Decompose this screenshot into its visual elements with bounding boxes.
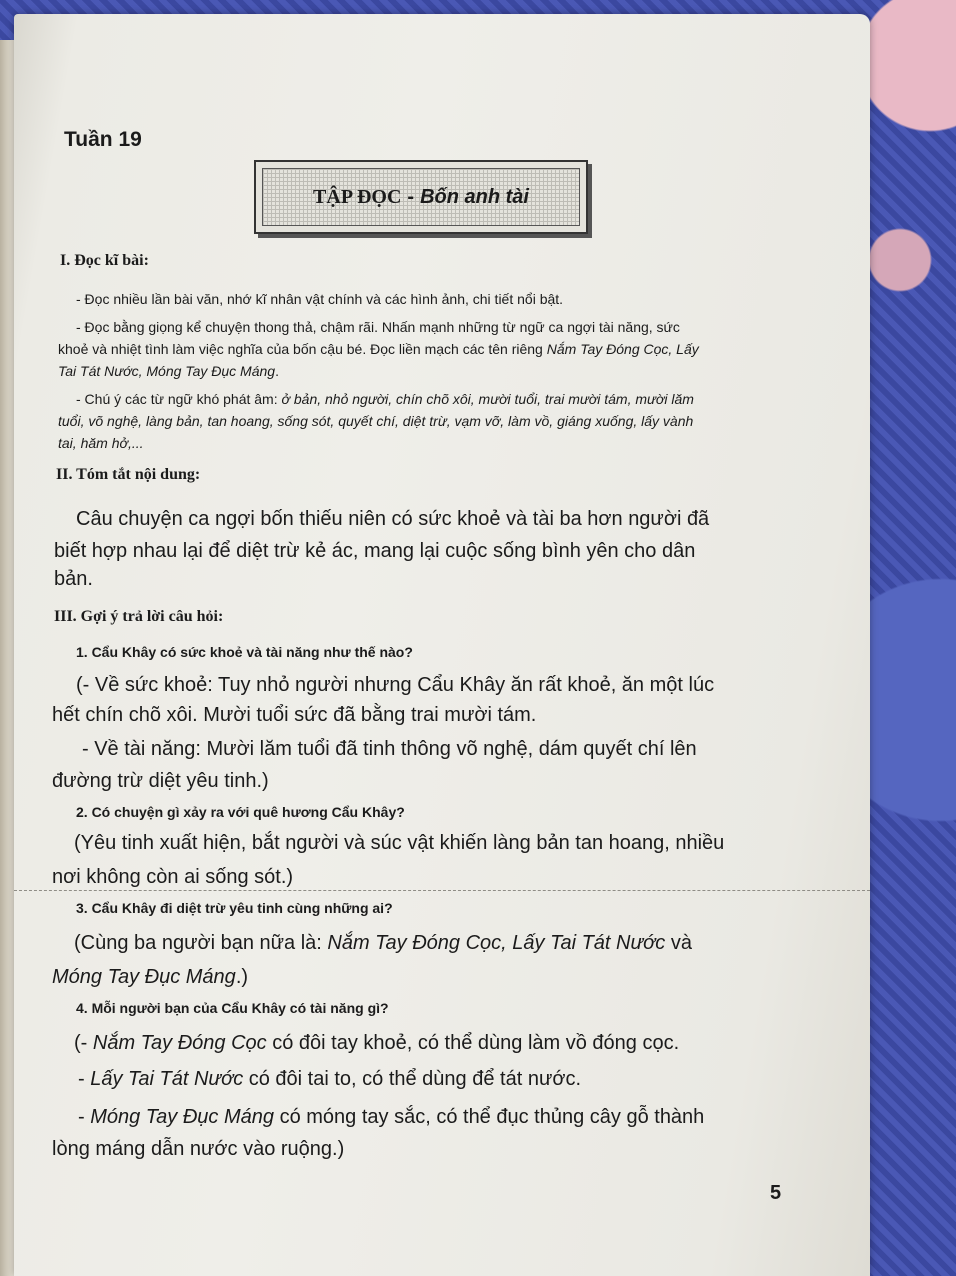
- s1-paragraph-3-line-1: [76, 388, 694, 410]
- friend-name: Móng Tay Đục Máng: [90, 1106, 275, 1128]
- s1-paragraph-2-line-3: [58, 360, 279, 382]
- s1-paragraph-2-line-2: [58, 338, 699, 360]
- text: -: [78, 1068, 91, 1090]
- difficult-words: tuổi, võ nghệ, làng bản, tan hoang, sống sót, quyết chí, diệt trừ, vạm vỡ, làm vồ, giáng xuống, lấy vành: [58, 413, 694, 429]
- answer-2-line-1: (Yêu tinh xuất hiện, bắt người và súc vật khiến làng bản tan hoang, nhiều: [74, 832, 725, 854]
- s1-paragraph-1: - Đọc nhiều lần bài văn, nhớ kĩ nhân vật chính và các hình ảnh, chi tiết nổi bật.: [76, 291, 564, 307]
- lesson-title: [262, 168, 580, 226]
- friend-name: Nắm Tay Đóng Cọc: [92, 1032, 267, 1054]
- s1-paragraph-3-line-2: [58, 410, 693, 432]
- friend-name: Móng Tay Đục Máng: [52, 966, 236, 988]
- text: khoẻ và nhiệt tình làm việc nghĩa của bốn cậu bé. Đọc liền mạch các tên riêng: [58, 341, 547, 357]
- title-separator: -: [407, 185, 415, 208]
- summary-line-2: biết hợp nhau lại để diệt trừ kẻ ác, mang lại cuộc sống bình yên cho dân: [54, 540, 696, 562]
- proper-names: Nắm Tay Đóng Cọc, Lấy: [546, 341, 699, 357]
- text: (-: [74, 1032, 93, 1054]
- page-number: 5: [770, 1182, 782, 1204]
- question-1: 1. Cẩu Khây có sức khoẻ và tài năng như thế nào?: [76, 644, 413, 660]
- text: .: [275, 363, 279, 379]
- difficult-words: ở bản, nhỏ người, chín chõ xôi, mười tuổi, trai mười tám, mười lăm: [281, 391, 694, 407]
- lesson-title-box: [254, 160, 588, 234]
- difficult-words: tai, hăm hở,...: [58, 435, 144, 451]
- answer-1-line-4: đường trừ diệt yêu tinh.): [52, 770, 269, 792]
- question-2: 2. Có chuyện gì xảy ra với quê hương Cẩu Khây?: [76, 804, 405, 820]
- proper-names: Tai Tát Nước, Móng Tay Đục Máng: [58, 363, 276, 379]
- answer-4-line-1: [74, 1028, 679, 1058]
- answer-4-line-4: lòng máng dẫn nước vào ruộng.): [52, 1138, 345, 1160]
- answer-4-line-3: [78, 1102, 704, 1132]
- text: .): [235, 966, 249, 988]
- summary-line-3: bản.: [54, 568, 93, 590]
- text: - Chú ý các từ ngữ khó phát âm:: [76, 391, 282, 407]
- page-fold-line: [14, 890, 870, 892]
- answer-4-line-2: [78, 1064, 581, 1094]
- text: có móng tay sắc, có thể đục thủng cây gỗ thành: [274, 1106, 705, 1128]
- s1-paragraph-3-line-3: [58, 432, 144, 454]
- friend-name: Lấy Tai Tát Nước: [90, 1068, 244, 1090]
- answer-1-line-3: - Về tài năng: Mười lăm tuổi đã tinh thông võ nghệ, dám quyết chí lên: [82, 738, 697, 760]
- answer-1-line-2: hết chín chõ xôi. Mười tuổi sức đã bằng trai mười tám.: [52, 704, 537, 726]
- text: có đôi tai to, có thể dùng để tát nước.: [243, 1068, 582, 1090]
- text: -: [78, 1106, 91, 1128]
- summary-line-1: Câu chuyện ca ngợi bốn thiếu niên có sức khoẻ và tài ba hơn người đã: [76, 508, 710, 530]
- section-2-heading: II. Tóm tắt nội dung:: [56, 466, 201, 483]
- answer-3-line-2: [52, 962, 248, 992]
- book-page: [14, 14, 870, 1276]
- section-3-heading: III. Gợi ý trả lời câu hỏi:: [54, 608, 224, 625]
- answer-3-line-1: [74, 928, 692, 958]
- text: (Cùng ba người bạn nữa là:: [74, 932, 328, 954]
- text: có đôi tay khoẻ, có thể dùng làm vồ đóng cọc.: [266, 1032, 680, 1054]
- lesson-type: TẬP ĐỌC: [313, 185, 402, 208]
- answer-1-line-1: (- Về sức khoẻ: Tuy nhỏ người nhưng Cẩu Khây ăn rất khoẻ, ăn một lúc: [76, 674, 715, 696]
- week-label: Tuần 19: [64, 128, 142, 151]
- answer-2-line-2: nơi không còn ai sống sót.): [52, 866, 294, 888]
- question-3: 3. Cẩu Khây đi diệt trừ yêu tinh cùng những ai?: [76, 900, 393, 916]
- section-1-heading: I. Đọc kĩ bài:: [60, 252, 149, 269]
- lesson-name: Bốn anh tài: [420, 185, 529, 208]
- s1-paragraph-2-line-1: - Đọc bằng giọng kể chuyện thong thả, chậm rãi. Nhấn mạnh những từ ngữ ca ngợi tài năng, sức: [76, 319, 680, 335]
- friends-names: Nắm Tay Đóng Cọc, Lấy Tai Tát Nước: [327, 932, 666, 954]
- question-4: 4. Mỗi người bạn của Cẩu Khây có tài năng gì?: [76, 1000, 389, 1016]
- text: và: [665, 932, 692, 954]
